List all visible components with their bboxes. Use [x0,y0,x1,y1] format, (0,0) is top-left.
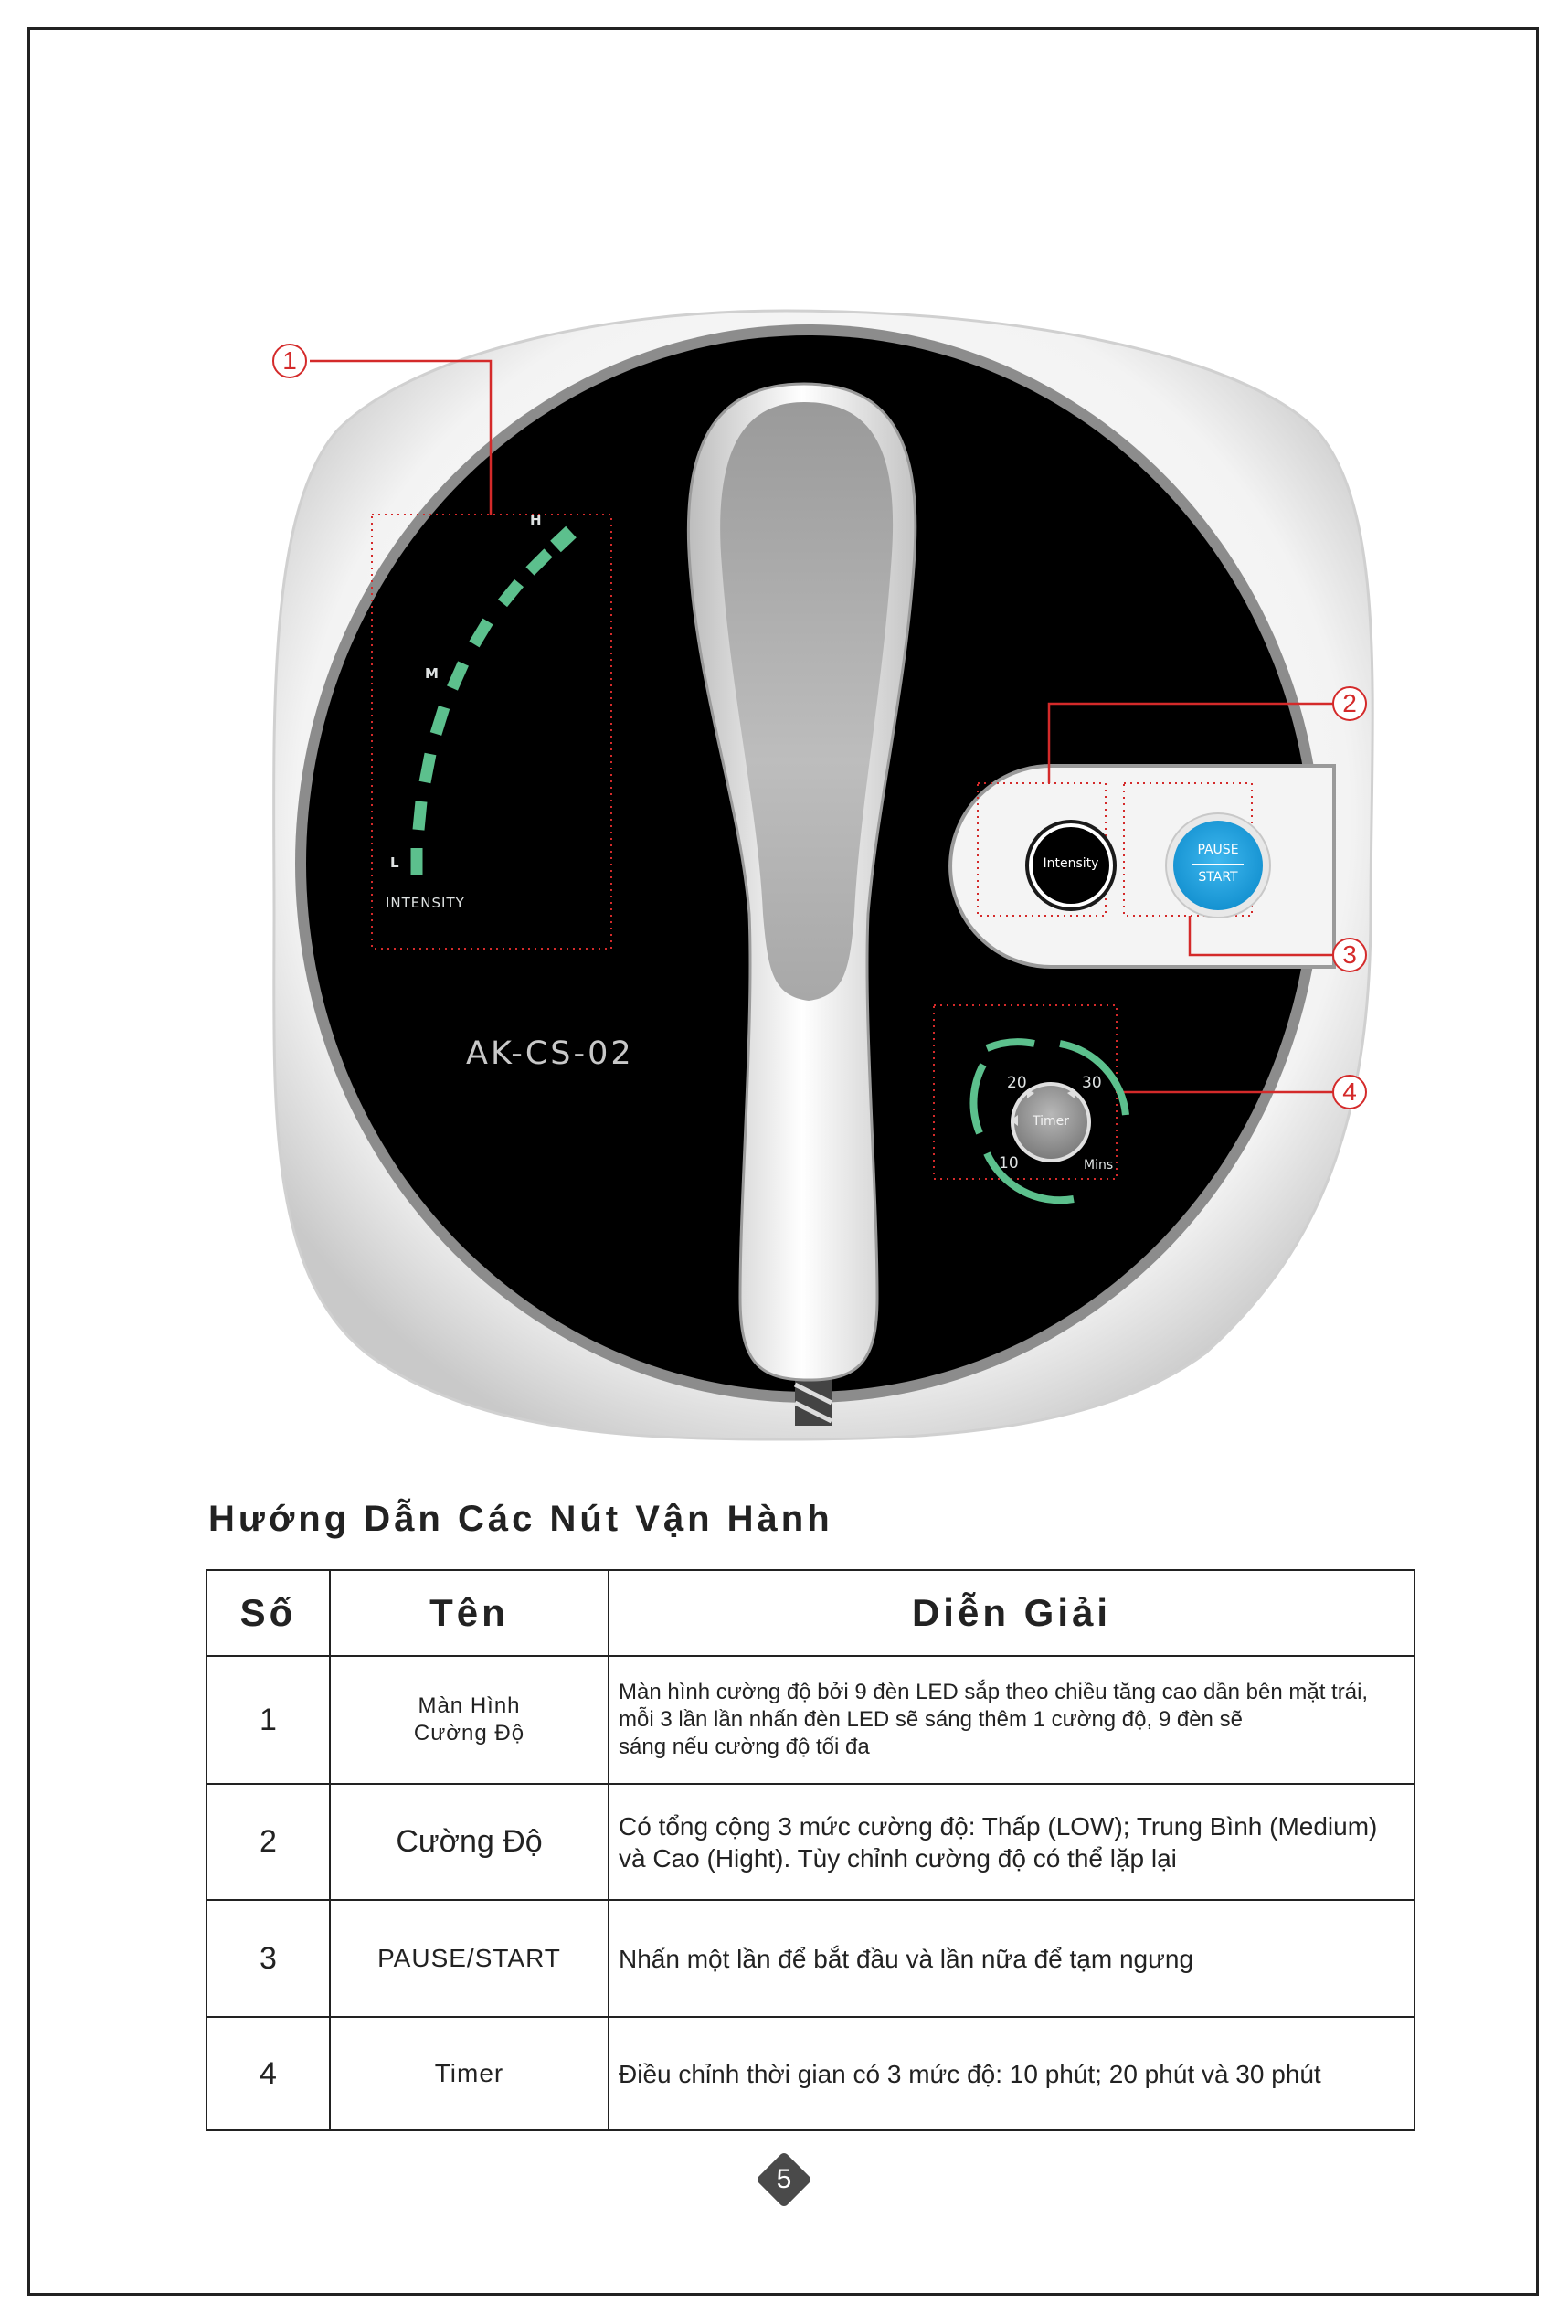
desc-line: sáng nếu cường độ tối đa [619,1735,870,1759]
row-name: Timer [330,2017,609,2130]
row-number: 1 [207,1656,330,1784]
row-description [609,1656,1414,1784]
page-number: 5 [776,2164,792,2194]
desc-line: Có tổng cộng 3 mức cường độ: Thấp (LOW); Trung Bình (Medium) [619,1811,1378,1841]
intensity-level-m: M [425,665,439,682]
page-number-badge [757,2152,811,2207]
row-name: Cường Độ [330,1784,609,1900]
timer-mark-20: 20 [1007,1074,1027,1092]
row-name-line: Màn Hình [418,1693,521,1718]
row-name [330,1656,609,1784]
model-label: AK-CS-02 [466,1035,634,1072]
desc-line: Điều chỉnh thời gian có 3 mức độ: 10 phút; 20 phút và 30 phút [619,2059,1321,2088]
desc-line: mỗi 3 lần lần nhấn đèn LED sẽ sáng thêm 1 cường độ, 9 đèn sẽ [619,1707,1243,1732]
pause-label[interactable]: PAUSE [1197,843,1239,857]
intensity-level-l: L [390,854,399,871]
desc-line: và Cao (Hight). Tùy chỉnh cường độ có thể lặp lại [619,1843,1177,1873]
table-header-row [207,1570,1414,1656]
table-row [207,1900,1414,2017]
intensity-button[interactable]: Intensity [1043,856,1099,871]
intensity-level-h: H [530,512,542,528]
callout-4: 4 [1332,1075,1367,1109]
intensity-label: INTENSITY [386,895,465,911]
callout-2: 2 [1332,686,1367,721]
row-description [609,1784,1414,1900]
timer-knob-label[interactable]: Timer [1032,1114,1070,1129]
start-label[interactable]: START [1198,870,1238,885]
row-number: 3 [207,1900,330,2017]
row-number: 4 [207,2017,330,2130]
timer-mark-10: 10 [999,1154,1019,1173]
guide-title: Hướng Dẫn Các Nút Vận Hành [208,1499,833,1539]
timer-unit: Mins [1084,1158,1114,1173]
row-number: 2 [207,1784,330,1900]
table-row [207,1656,1414,1784]
table-row [207,1784,1414,1900]
header-name: Tên [330,1570,609,1656]
callout-3: 3 [1332,938,1367,972]
header-number: Số [207,1570,330,1656]
header-description: Diễn Giải [609,1570,1414,1656]
timer-mark-30: 30 [1082,1074,1102,1092]
desc-line: Màn hình cường độ bởi 9 đèn LED sắp theo chiều tăng cao dần bên mặt trái, [619,1680,1369,1704]
operation-guide-table [206,1569,1415,2131]
row-name: PAUSE/START [330,1900,609,2017]
row-description [609,1900,1414,2017]
desc-line: Nhấn một lần để bắt đầu và lần nữa để tạm ngưng [619,1944,1194,1973]
callout-1: 1 [272,344,307,378]
row-description [609,2017,1414,2130]
button-strip [950,766,1334,967]
table-row [207,2017,1414,2130]
row-name-line: Cường Độ [413,1721,525,1746]
